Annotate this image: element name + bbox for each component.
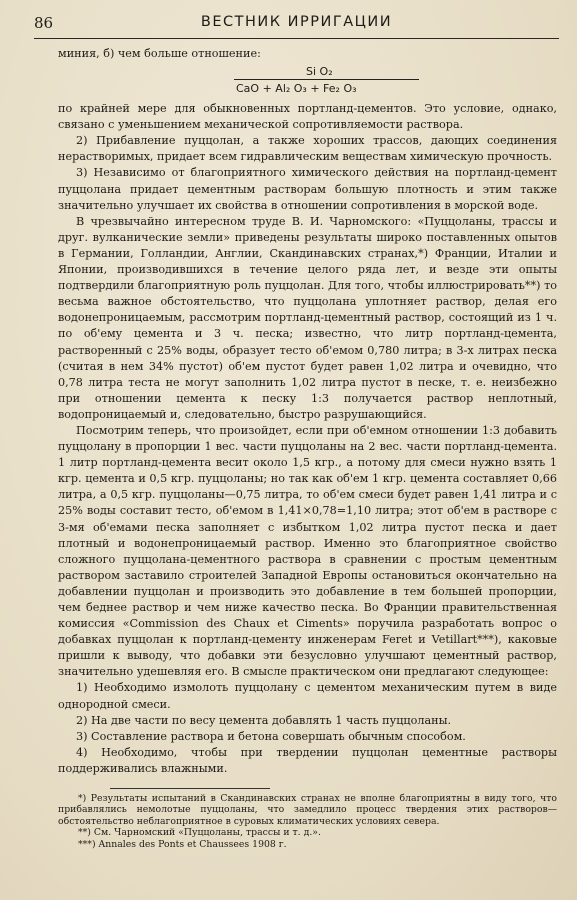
paragraph: В чрезвычайно интересном труде В. И. Чарномского: «Пуццоланы, трассы и друг. вулканические земли» приведены результаты широко поставленных опытов в Германии, Голландии, Англии, Скандинавских странах,*) Франции, Италии и Японии, производившихся в течение целого ряда лет, и везде эти опыты подтвердили благоприятную роль пуццолан. Для того, чтобы иллюстрировать**) то весьма важное обстоятельство, что пуццолана уплотняет раствор, делая его водонепроницаемым, рассмотрим портланд-цементный раствор, состоящий из 1 ч. по об'ему цемента и 3 ч. песка; известно, что литр портланд-цемента, растворенный с 25% воды, образует тесто об'емом 0,780 литра; в 3-х литрах песка (считая в нем 34% пустот) об'ем пустот будет равен 1,02 литра и очевидно, что 0,78 литра теста не могут заполнить 1,02 литра пустот в песке, т. е. неизбежно при отношении цемента к песку 1:3 получается раствор неплотный, водопроницаемый и, следовательно, быстро разрушающийся. (58, 214, 557, 421)
list-item: 4) Необходимо, чтобы при твердении пуццолан цементные растворы поддерживались влажными. (58, 745, 557, 775)
footnote: *) Результаты испытаний в Скандинавских странах не вполне благоприятны в виду того, что прибавлялись немолотые пуццоланы, что замедлило процесс твердения этих растворов—обстоятельство неблагоприятное в суровых климатических условиях севера. (58, 793, 557, 827)
footnote: ***) Annales des Ponts et Chaussees 1908 г. (78, 838, 287, 850)
formula-numerator: Si O₂ (306, 65, 333, 79)
article-body (58, 46, 557, 850)
list-item: 2) На две части по весу цемента добавлять 1 часть пуццоланы. (76, 713, 452, 727)
intro-line: миния, б) чем больше отношение: (58, 47, 261, 60)
recommendations-list (58, 680, 557, 777)
footnote-divider (110, 788, 270, 789)
formula-denominator: CaO + Al₂ O₃ + Fe₂ O₃ (236, 82, 357, 96)
footnotes (58, 793, 557, 850)
silicate-ratio-formula (58, 64, 557, 100)
fraction-bar (234, 79, 419, 80)
page-number: 86 (34, 14, 54, 32)
paragraph: 3) Независимо от благоприятного химического действия на портланд-цемент пуццолана придает цементным растворам большую плотность и этим также значительно улучшает их свойства в отношении сопротивления в морской воде. (58, 166, 557, 212)
list-item: 1) Необходимо измолоть пуццолану с цементом механическим путем в виде однородной смеси. (58, 681, 557, 711)
footnote: **) См. Чарномский «Пуццоланы, трассы и т. д.». (78, 827, 321, 839)
list-item: 3) Составление раствора и бетона совершать обычным способом. (76, 729, 466, 743)
paragraph: по крайней мере для обыкновенных портланд-цементов. Это условие, однако, связано с уменьшением механической сопротивляемости раствора. (58, 102, 557, 132)
journal-title: ВЕСТНИК ИРРИГАЦИИ (200, 14, 393, 30)
running-header (34, 12, 559, 39)
paragraph: Посмотрим теперь, что произойдет, если при об'емном отношении 1:3 добавить пуццолану в пропорции 1 вес. части пуццоланы на 2 вес. части портланд-цемента. 1 литр портланд-цемента весит около 1,5 кгр., а потому для смеси нужно взять 1 кгр. цемента и 0,5 кгр. пуццоланы; но так как об'ем 1 кгр. цемента составляет 0,66 литра, а 0,5 кгр. пуццоланы—0,75 литра, то об'ем смеси будет равен 1,41 литра и с 25% воды составит тесто, об'емом в 1,41×0,78=1,10 литра; этот об'ем в растворе с 3-мя об'емами песка заполняет с избытком 1,02 литра пустот песка и дает плотный и водонепроницаемый раствор. Именно это благоприятное свойство сложного пуццолана-цементного раствора в сравнении с простым цементным раствором заставило строителей Западной Европы остановиться окончательно на добавлении пуццолан и производить это добавление в тем большей пропорции, чем беднее раствор и чем ниже качество песка. Во Франции правительственная комиссия «Commission des Chaux et Ciments» поручила разработать вопрос о добавках пуццолан к портланд-цементу инженерам Feret и Vetillart***), каковые пришли к выводу, что добавки эти безусловно улучшают цементный раствор, значительно удешевляя его. В смысле практическом они предлагают следующее: (58, 423, 557, 679)
paragraph: 2) Прибавление пуццолан, а также хороших трассов, дающих соединения нерастворимых, придает всем гидравлическим веществам химическую прочность. (58, 134, 557, 164)
